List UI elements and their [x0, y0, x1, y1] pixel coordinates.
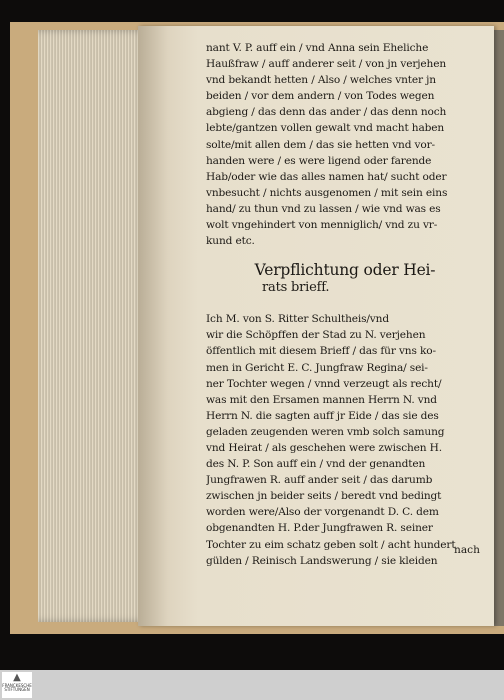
text-line: kund etc.	[206, 235, 255, 248]
text-line: worden were/Also der vorgenandt D. C. dem	[206, 506, 439, 519]
logo-line-one: FRANCKESCHE	[2, 683, 32, 688]
text-line: men in Gericht E. C. Jungfraw Regina/ sei-	[206, 361, 428, 374]
section-heading	[206, 261, 484, 297]
text-line: lebte/gantzen vollen gewalt vnd macht haben	[206, 122, 445, 135]
logo-emblem-icon: ▲	[13, 672, 21, 683]
library-logo[interactable]	[2, 672, 32, 698]
text-line: Ich M. von S. Ritter Schultheis/vnd	[206, 313, 389, 326]
text-line: öffentlich mit diesem Brieff / das für vns ko-	[206, 345, 436, 358]
text-line: was mit den Ersamen mannen Herrn N. vnd	[206, 393, 437, 406]
printed-page	[138, 26, 494, 626]
text-line: gülden / Reinisch Landswerung / sie kleiden	[206, 554, 438, 567]
right-page-edge	[494, 30, 504, 626]
text-line: wolt vngehindert von menniglich/ vnd zu vr-	[206, 219, 438, 232]
text-line: Tochter zu eim schatz geben solt / acht hundert	[206, 538, 456, 551]
text-line: vnbesucht / nichts ausgenomen / mit sein eins	[206, 186, 448, 199]
text-line: Jungfrawen R. auff ander seit / das darumb	[206, 474, 433, 487]
text-line: vnd bekandt hetten / Also / welches vnter jn	[206, 74, 436, 87]
text-line: solte/mit allen dem / das sie hetten vnd vor-	[206, 138, 435, 151]
paragraph-two	[206, 311, 484, 569]
catchword: nach	[454, 544, 480, 556]
logo-line-two: STIFTUNGEN	[4, 687, 30, 692]
text-line: vnd Heirat / als geschehen were zwischen H.	[206, 441, 442, 454]
text-line: Haußfraw / auff anderer seit / von jn verjehen	[206, 58, 446, 71]
page-text	[206, 40, 484, 569]
viewer-bottom-bar	[0, 670, 504, 700]
page-edges	[38, 30, 150, 622]
text-line: abgieng / das denn das ander / das denn noch	[206, 106, 447, 119]
text-line: hand/ zu thun vnd zu lassen / wie vnd was es	[206, 202, 441, 215]
text-line: nant V. P. auff ein / vnd Anna sein Eheliche	[206, 42, 429, 54]
text-line: obgenandten H. P.der Jungfrawen R. seiner	[206, 522, 433, 535]
text-line: Herrn N. die sagten auff jr Eide / das sie des	[206, 409, 439, 422]
text-line: geladen zeugenden weren vmb solch samung	[206, 425, 445, 438]
text-line: Hab/oder wie das alles namen hat/ sucht oder	[206, 170, 447, 183]
text-line: zwischen jn beider seits / beredt vnd bedingt	[206, 490, 442, 503]
text-line: beiden / vor dem andern / von Todes wegen	[206, 90, 435, 103]
text-line: ner Tochter wegen / vnnd verzeugt als recht/	[206, 377, 442, 390]
heading-line-one: Verpflichtung oder Hei-	[254, 261, 436, 280]
text-line: handen were / es were ligend oder farende	[206, 154, 432, 167]
paragraph-one	[206, 40, 484, 249]
text-line: des N. P. Son auff ein / vnd der genandten	[206, 458, 426, 471]
text-line: wir die Schöpffen der Stad zu N. verjehen	[206, 329, 426, 342]
heading-line-two: rats brieff.	[262, 280, 330, 296]
